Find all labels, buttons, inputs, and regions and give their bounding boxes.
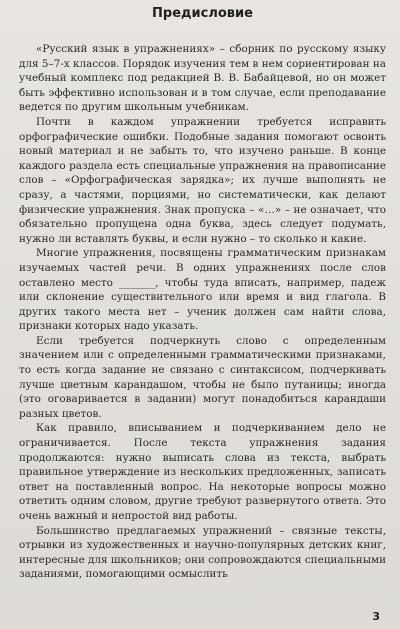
paragraph-intro: «Русский язык в упражнениях» – сборник по русскому языку для 5–7-х классов. Порядок изучения тем в нем сориентирован на учебный комплекс под редакцией В. В. Бабайцевой, но он может быть эффективно использован и в том случае, если преподавание ведется по другим школьным учебникам.	[19, 43, 386, 114]
paragraph-grammar-exercises: Многие упражнения, посвящены грамматическим признакам изучаемых частей речи. В одних упражнениях после слов оставлено место _______, чтобы туда вписать, например, падеж или склонение существительного или время и вид глагола. В других такого места нет – ученик должен сам найти слова, признаки которых надо указать.	[19, 247, 386, 333]
paragraph-tasks: Как правило, вписыванием и подчеркиванием дело не ограничивается. После текста упражнения задания продолжаются: нужно выписать слова из текста, выбрать правильное утверждение из нескольких предложенных, записать ответ на поставленный вопрос. На некоторые вопросы можно ответить одним словом, другие требуют развернутого ответа. Это очень важный и непростой вид работы.	[19, 422, 386, 522]
page-title: Предисловие	[152, 6, 253, 21]
paragraph-spelling-errors: Почти в каждом упражнении требуется исправить орфографические ошибки. Подобные задания помогают освоить новый материал и не забыть то, что изучено раньше. В конце каждого раздела есть специальные упражнения на правописание слов – «Орфографическая зарядка»; их лучше выполнять не сразу, а частями, порциями, но систематически, как делают физические упражнения. Знак пропуска – «…» – не означает, что обязательно пропущена одна буква, здесь следует подумать, нужно ли вставлять буквы, и если нужно – то сколько и какие.	[19, 115, 386, 245]
paragraph-texts: Большинство предлагаемых упражнений – связные тексты, отрывки из художественных и научно-популярных детских книг, интересные для школьников; они сопровождаются специальными заданиями, помогающими осмыслить	[19, 524, 386, 581]
page-number: 3	[372, 610, 380, 623]
body-text	[19, 42, 386, 582]
paragraph-underlining: Если требуется подчеркнуть слово с определенным значением или с определенными грамматическими признаками, то есть когда задание не связано с синтаксисом, подчеркивать лучше цветным карандашом, чтобы не было путаницы; иногда (это оговаривается в задании) могут понадобиться карандаши разных цветов.	[19, 334, 386, 420]
